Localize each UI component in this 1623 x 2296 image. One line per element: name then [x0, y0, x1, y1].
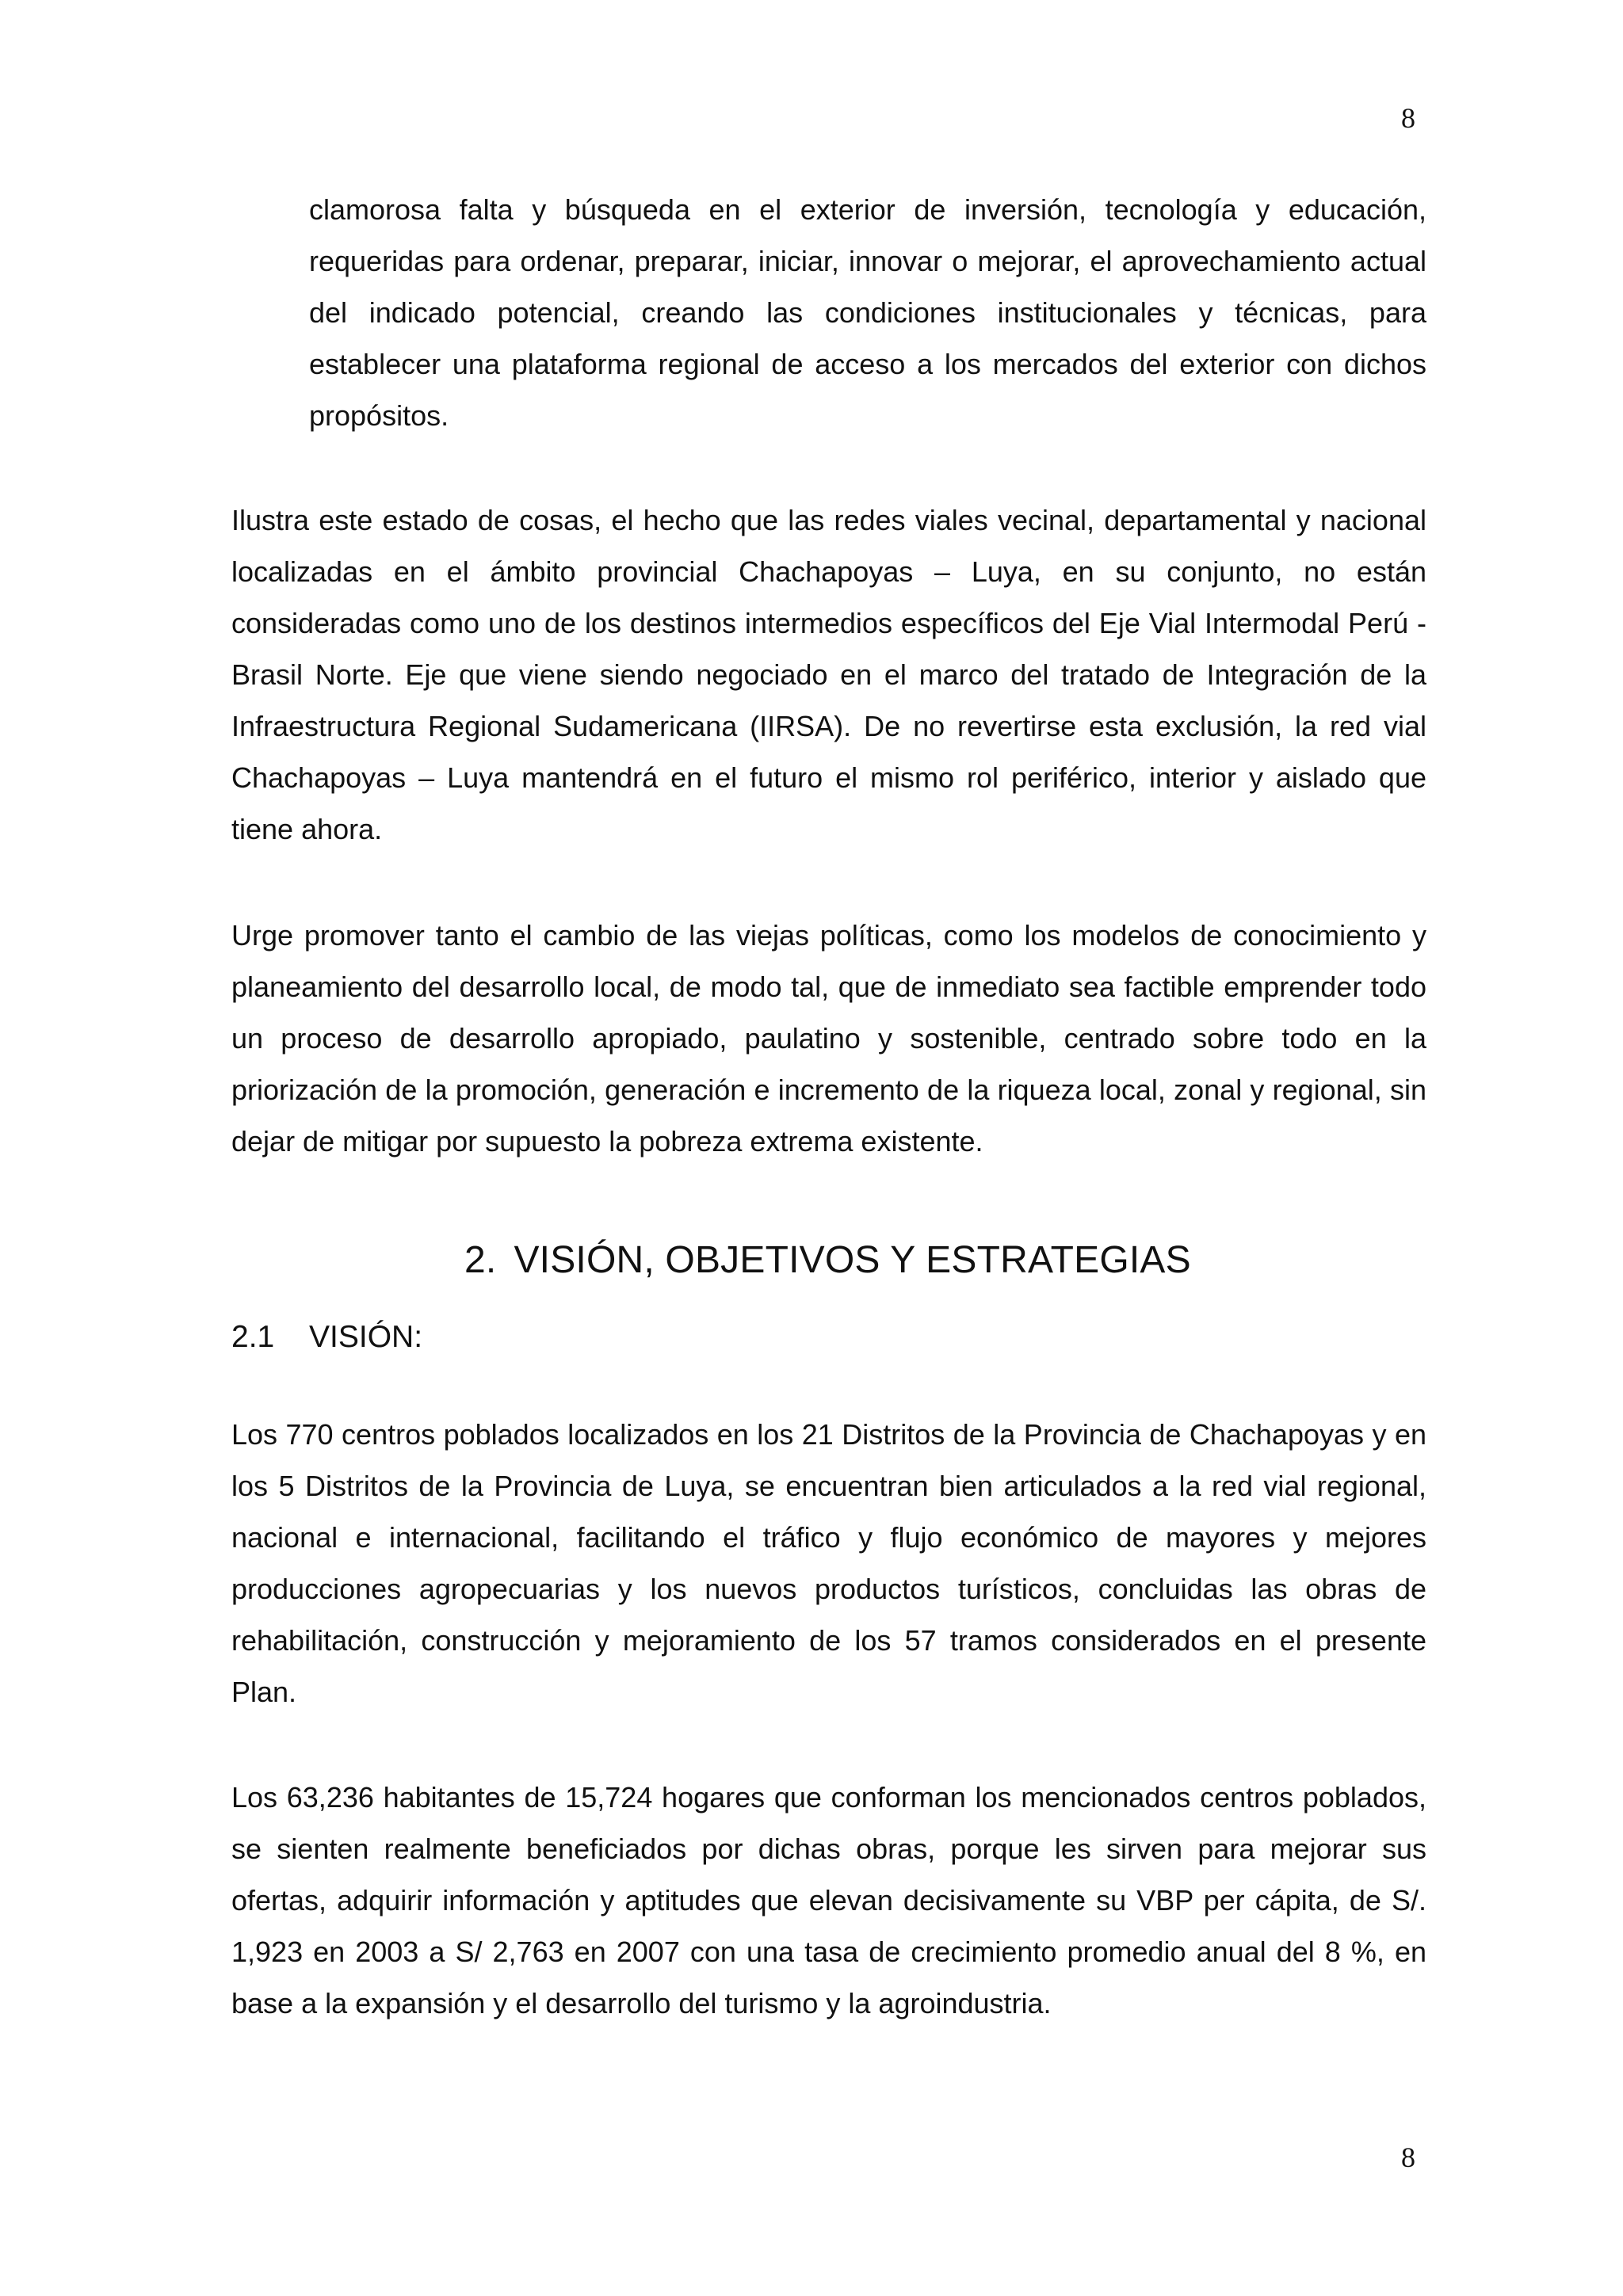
paragraph-urge: Urge promover tanto el cambio de las viejas políticas, como los modelos de conocimiento y planeamiento del desarrollo local, de modo tal, que de inmediato sea factible emprender todo un proceso de desarrollo apropiado, paulatino y sostenible, centrado sobre todo en la priorización de la promoción, generación e incremento de la riqueza local, zonal y regional, sin dejar de mitigar por supuesto la pobreza extrema existente.: [231, 919, 1426, 1158]
subsection-number: 2.1: [231, 1320, 275, 1354]
paragraph-continuation: clamorosa falta y búsqueda en el exterior de inversión, tecnología y educación, requeridas para ordenar, preparar, iniciar, innovar o mejorar, el aprovechamiento actual del indicado potencial, creando las condiciones institucionales y técnicas, para establecer una plataforma regional de acceso a los mercados del exterior con dichos propósitos.: [309, 193, 1426, 432]
subsection-heading: [231, 1320, 422, 1355]
subsection-title: VISIÓN:: [309, 1320, 423, 1354]
paragraph-vision-2: Los 63,236 habitantes de 15,724 hogares que conforman los mencionados centros poblados, se sienten realmente beneficiados por dichas obras, porque les sirven para mejorar sus ofertas, adquirir información y aptitudes que elevan decisivamente su VBP per cápita, de S/. 1,923 en 2003 a S/ 2,763 en 2007 con una tasa de crecimiento promedio anual del 8 %, en base a la expansión y el desarrollo del turismo y la agroindustria.: [231, 1781, 1426, 2019]
page-number-bottom: 8: [1401, 2142, 1415, 2173]
section-heading: [464, 1238, 1191, 1282]
paragraph-ilustra: Ilustra este estado de cosas, el hecho que las redes viales vecinal, departamental y nacional localizadas en el ámbito provincial Chachapoyas – Luya, en su conjunto, no están consideradas como uno de los destinos intermedios específicos del Eje Vial Intermodal Perú - Brasil Norte. Eje que viene siendo negociado en el marco del tratado de Integración de la Infraestructura Regional Sudamericana (IIRSA). De no revertirse esta exclusión, la red vial Chachapoyas – Luya mantendrá en el futuro el mismo rol periférico, interior y aislado que tiene ahora.: [231, 504, 1426, 845]
section-title: VISIÓN, OBJETIVOS Y ESTRATEGIAS: [514, 1239, 1191, 1281]
page-number-top: 8: [1401, 102, 1415, 134]
paragraph-vision-1: Los 770 centros poblados localizados en los 21 Distritos de la Provincia de Chachapoyas y en los 5 Distritos de la Provincia de Luya, se encuentran bien articulados a la red vial regional, nacional e internacional, facilitando el tráfico y flujo económico de mayores y mejores producciones agropecuarias y los nuevos productos turísticos, concluidas las obras de rehabilitación, construcción y mejoramiento de los 57 tramos considerados en el presente Plan.: [231, 1418, 1426, 1708]
section-number: 2.: [464, 1239, 497, 1281]
